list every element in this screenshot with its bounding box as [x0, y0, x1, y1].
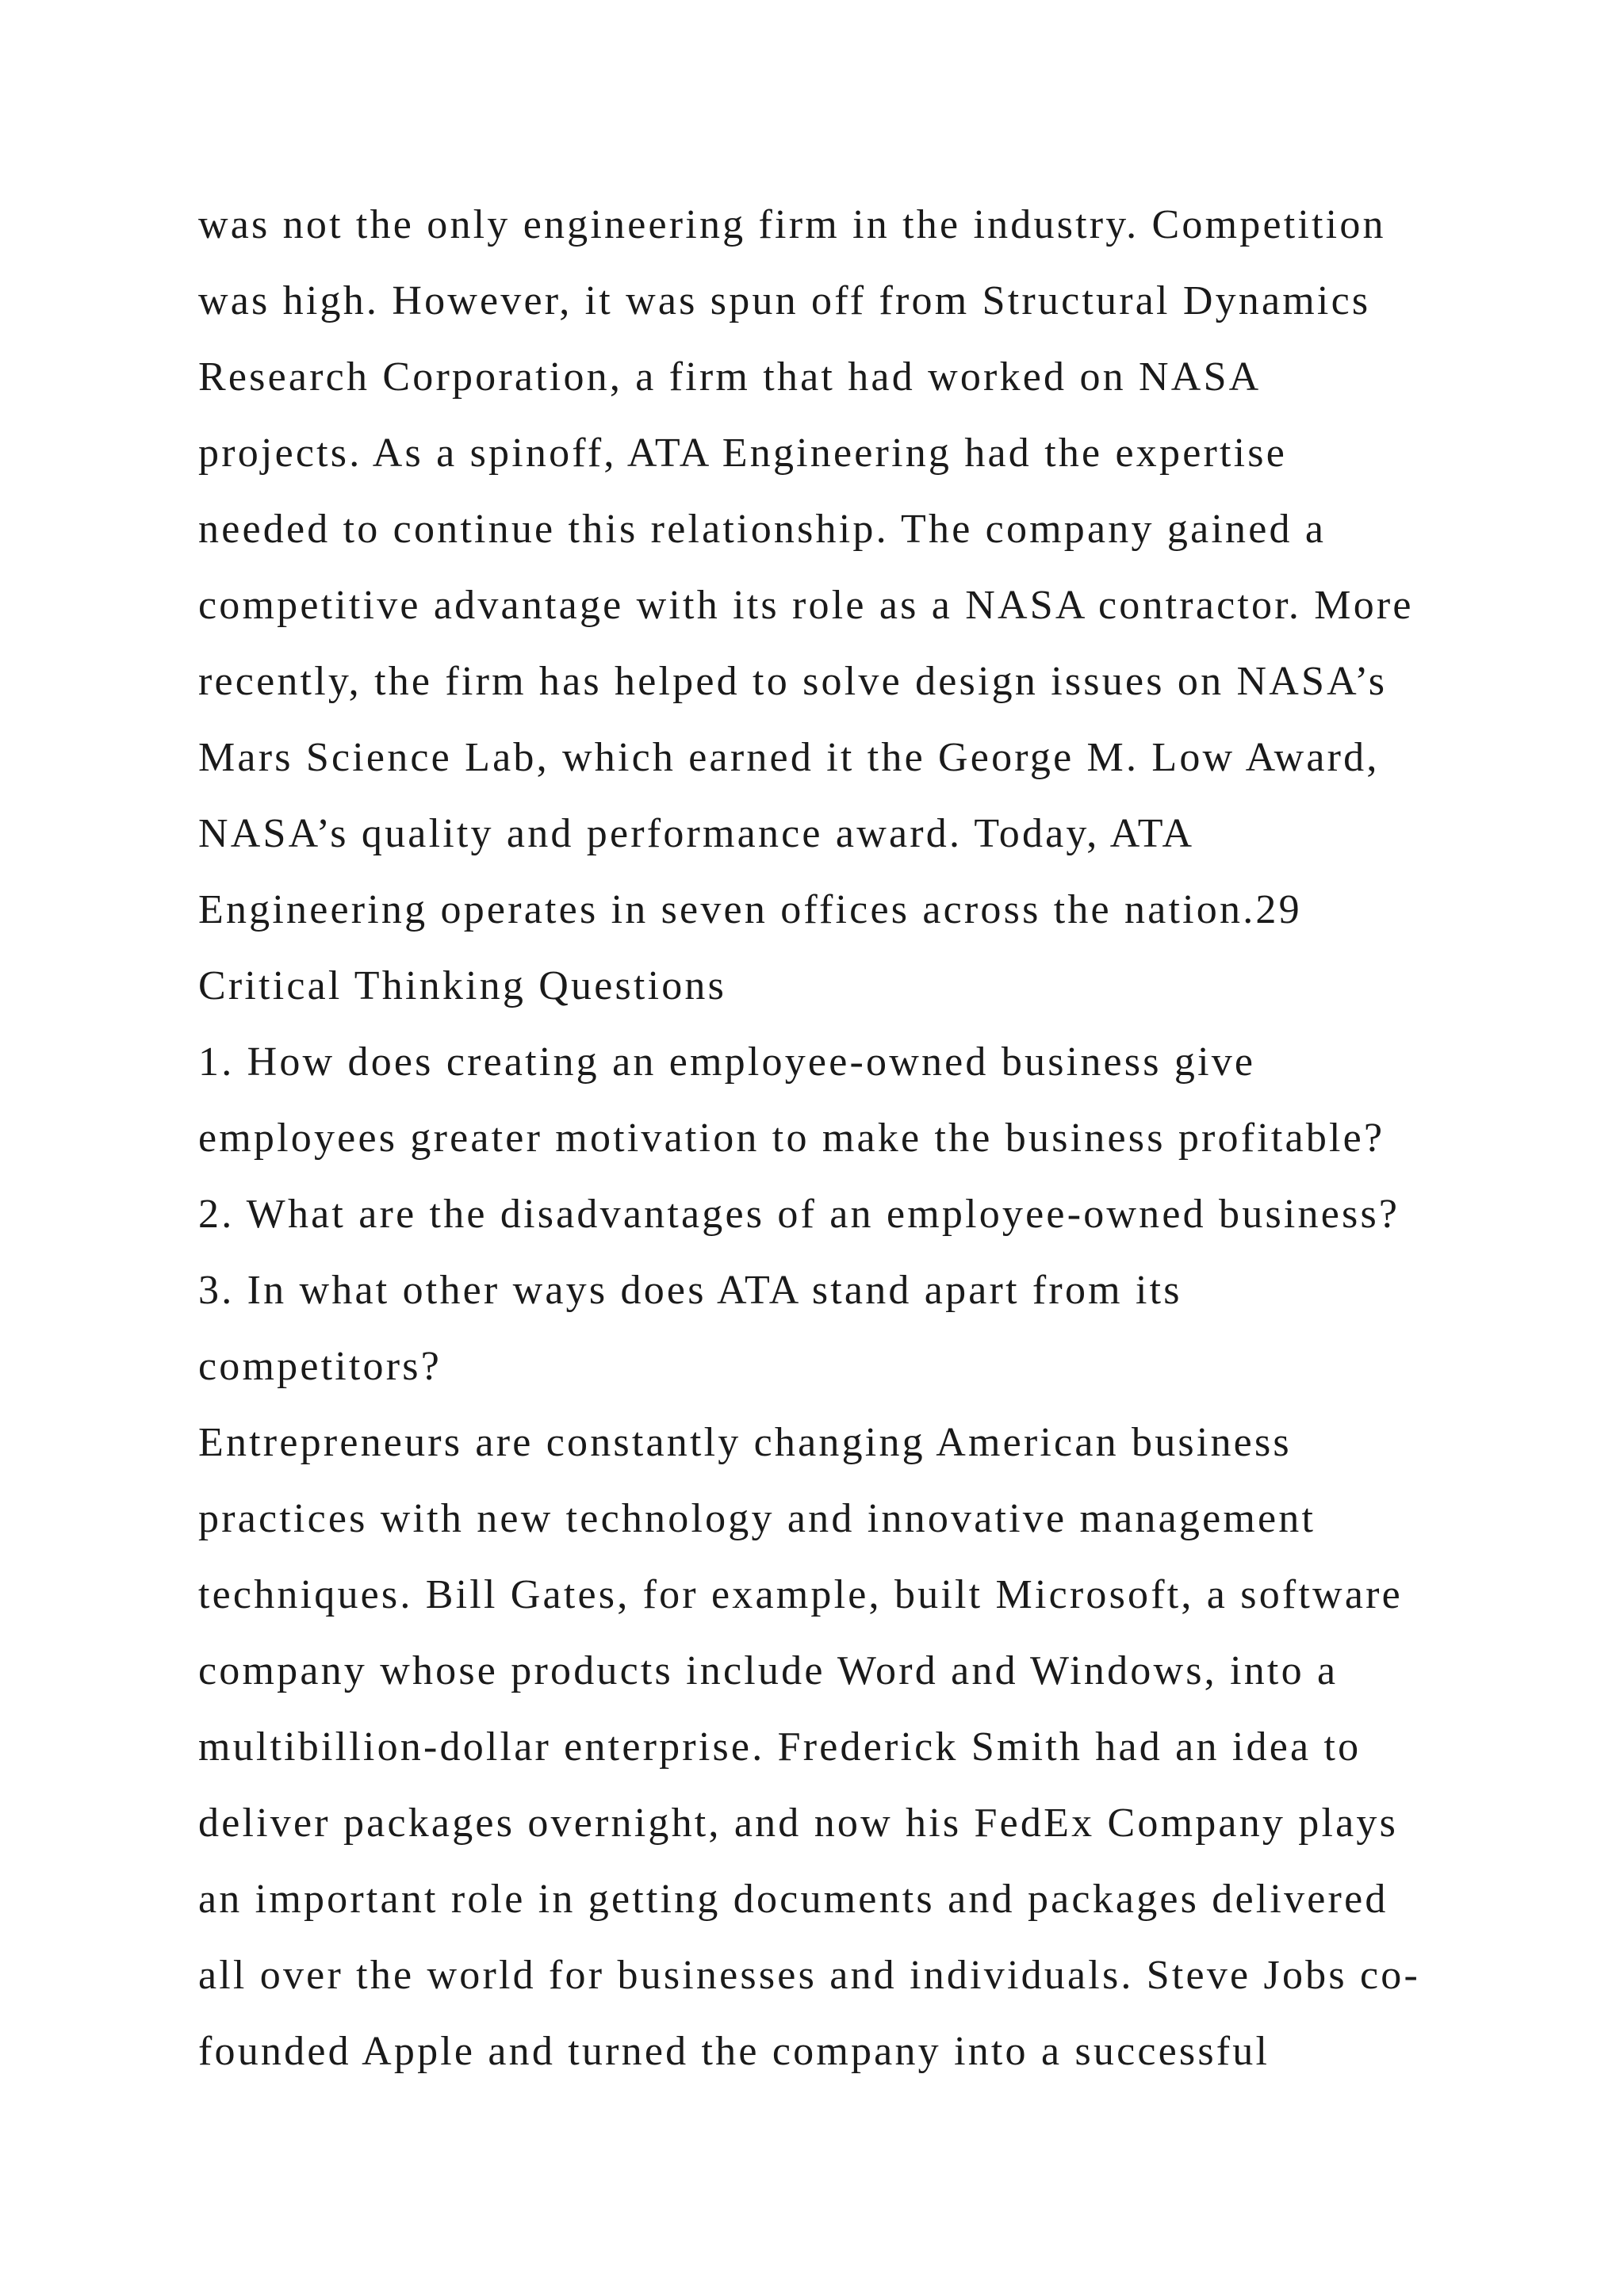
text-line: Research Corporation, a firm that had worked on NASA	[198, 354, 1262, 400]
text-line: was not the only engineering firm in the industry. Competition	[198, 202, 1386, 247]
text-line: employees greater motivation to make the business profitable?	[198, 1115, 1385, 1161]
text-line: needed to continue this relationship. The company gained a	[198, 507, 1327, 552]
text-line: founded Apple and turned the company into a successful	[198, 2029, 1270, 2074]
text-line: techniques. Bill Gates, for example, built Microsoft, a software	[198, 1572, 1403, 1617]
text-line: deliver packages overnight, and now his FedEx Company plays	[198, 1800, 1399, 1846]
text-line: recently, the firm has helped to solve design issues on NASA’s	[198, 659, 1388, 704]
text-line: multibillion-dollar enterprise. Frederick Smith had an idea to	[198, 1724, 1362, 1770]
text-line: company whose products include Word and Windows, into a	[198, 1648, 1339, 1693]
text-line: competitors?	[198, 1344, 442, 1389]
text-line: all over the world for businesses and individuals. Steve Jobs co-	[198, 1953, 1420, 1998]
body-text	[198, 187, 1610, 2090]
text-line: Engineering operates in seven offices across the nation.29	[198, 887, 1302, 932]
text-line: projects. As a spinoff, ATA Engineering had the expertise	[198, 430, 1288, 476]
question-2: 2. What are the disadvantages of an employee-owned business?	[198, 1192, 1400, 1237]
text-line: was high. However, it was spun off from Structural Dynamics	[198, 278, 1371, 323]
text-line: Mars Science Lab, which earned it the George M. Low Award,	[198, 735, 1380, 780]
text-line: practices with new technology and innovative management	[198, 1496, 1316, 1541]
text-line: an important role in getting documents and packages delivered	[198, 1877, 1388, 1922]
text-line: competitive advantage with its role as a NASA contractor. More	[198, 583, 1414, 628]
question-3: 3. In what other ways does ATA stand apart from its	[198, 1268, 1182, 1313]
question-1: 1. How does creating an employee-owned business give	[198, 1039, 1256, 1085]
text-line: Entrepreneurs are constantly changing American business	[198, 1420, 1292, 1465]
text-line: NASA’s quality and performance award. Today, ATA	[198, 811, 1195, 856]
section-heading: Critical Thinking Questions	[198, 963, 727, 1008]
